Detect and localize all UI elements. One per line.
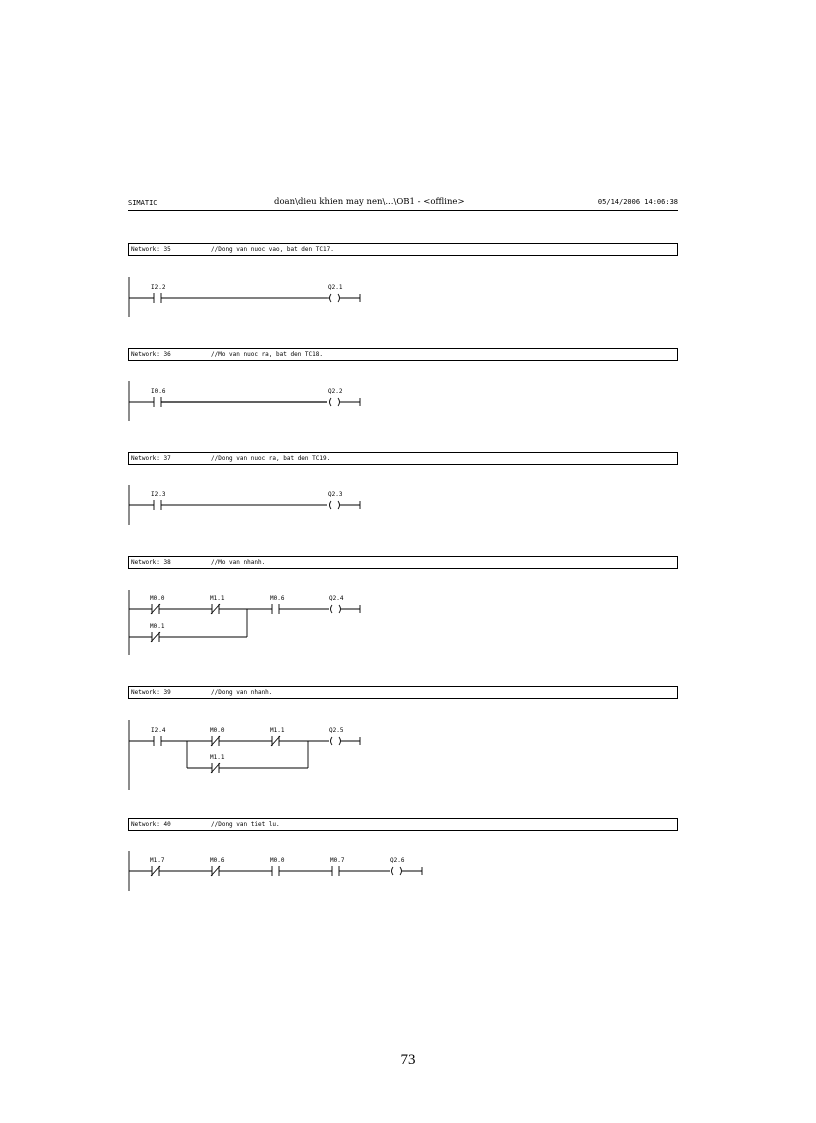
contact-nc — [151, 632, 160, 642]
coil-label: Q2.2 — [328, 388, 343, 395]
network-label: Network: 39 — [131, 689, 171, 696]
network-36-rung — [129, 381, 360, 421]
coil-label: Q2.4 — [329, 595, 344, 602]
page-number: 73 — [400, 1052, 416, 1068]
contact-label: M1.1 — [210, 595, 225, 602]
coil — [331, 737, 341, 745]
contact-nc — [211, 736, 220, 746]
contact-label: M1.7 — [150, 857, 165, 864]
network-comment: //Mo van nuoc ra, bat den TC18. — [211, 351, 323, 358]
coil — [392, 867, 402, 875]
network-label: Network: 38 — [131, 559, 171, 566]
contact-label: M0.0 — [270, 857, 285, 864]
contact-nc — [271, 736, 280, 746]
network-comment: //Dong van nuoc ra, bat den TC19. — [211, 455, 331, 462]
network-label: Network: 37 — [131, 455, 171, 462]
network-37-rung — [129, 485, 360, 525]
network-comment: //Dong van nuoc vao, bat den TC17. — [211, 246, 334, 253]
network-label: Network: 35 — [131, 246, 171, 253]
contact-label: I2.3 — [151, 491, 166, 498]
coil — [330, 501, 340, 509]
network-label: Network: 40 — [131, 821, 171, 828]
contact-no — [154, 397, 161, 407]
contact-nc — [211, 763, 220, 773]
contact-nc — [151, 866, 160, 876]
coil — [330, 398, 340, 406]
contact-no — [272, 866, 279, 876]
contact-no — [154, 500, 161, 510]
coil — [331, 605, 341, 613]
network-comment: //Dong van tiet lu. — [211, 821, 280, 828]
contact-label: M1.1 — [270, 727, 285, 734]
network-40-rung — [129, 851, 422, 891]
contact-no — [154, 293, 161, 303]
contact-label: I2.4 — [151, 727, 166, 734]
contact-label: I2.2 — [151, 284, 166, 291]
contact-nc — [151, 604, 160, 614]
coil-label: Q2.6 — [390, 857, 405, 864]
contact-label: M0.0 — [150, 595, 165, 602]
coil-label: Q2.3 — [328, 491, 343, 498]
coil-label: Q2.5 — [329, 727, 344, 734]
network-comment: //Mo van nhanh. — [211, 559, 266, 566]
coil-label: Q2.1 — [328, 284, 343, 291]
contact-label: M0.7 — [330, 857, 345, 864]
contact-nc — [211, 604, 220, 614]
header-right: 05/14/2006 14:06:38 — [597, 198, 678, 206]
contact-label: M0.1 — [150, 623, 165, 630]
network-35-rung — [129, 277, 360, 317]
contact-no — [332, 866, 339, 876]
contact-nc — [211, 866, 220, 876]
contact-label: M1.1 — [210, 754, 225, 761]
contact-label: M0.6 — [210, 857, 225, 864]
coil — [330, 294, 340, 302]
network-label: Network: 36 — [131, 351, 171, 358]
contact-no — [154, 736, 161, 746]
network-38-rung — [129, 590, 360, 655]
network-39-rung — [129, 720, 360, 790]
header-center: doan\dieu khien may nen\...\OB1 - <offline> — [274, 197, 465, 207]
contact-label: M0.6 — [270, 595, 285, 602]
contact-no — [272, 604, 279, 614]
header-left: SIMATIC — [128, 199, 158, 207]
network-comment: //Dong van nhanh. — [211, 689, 273, 696]
contact-label: I0.6 — [151, 388, 166, 395]
contact-label: M0.0 — [210, 727, 225, 734]
